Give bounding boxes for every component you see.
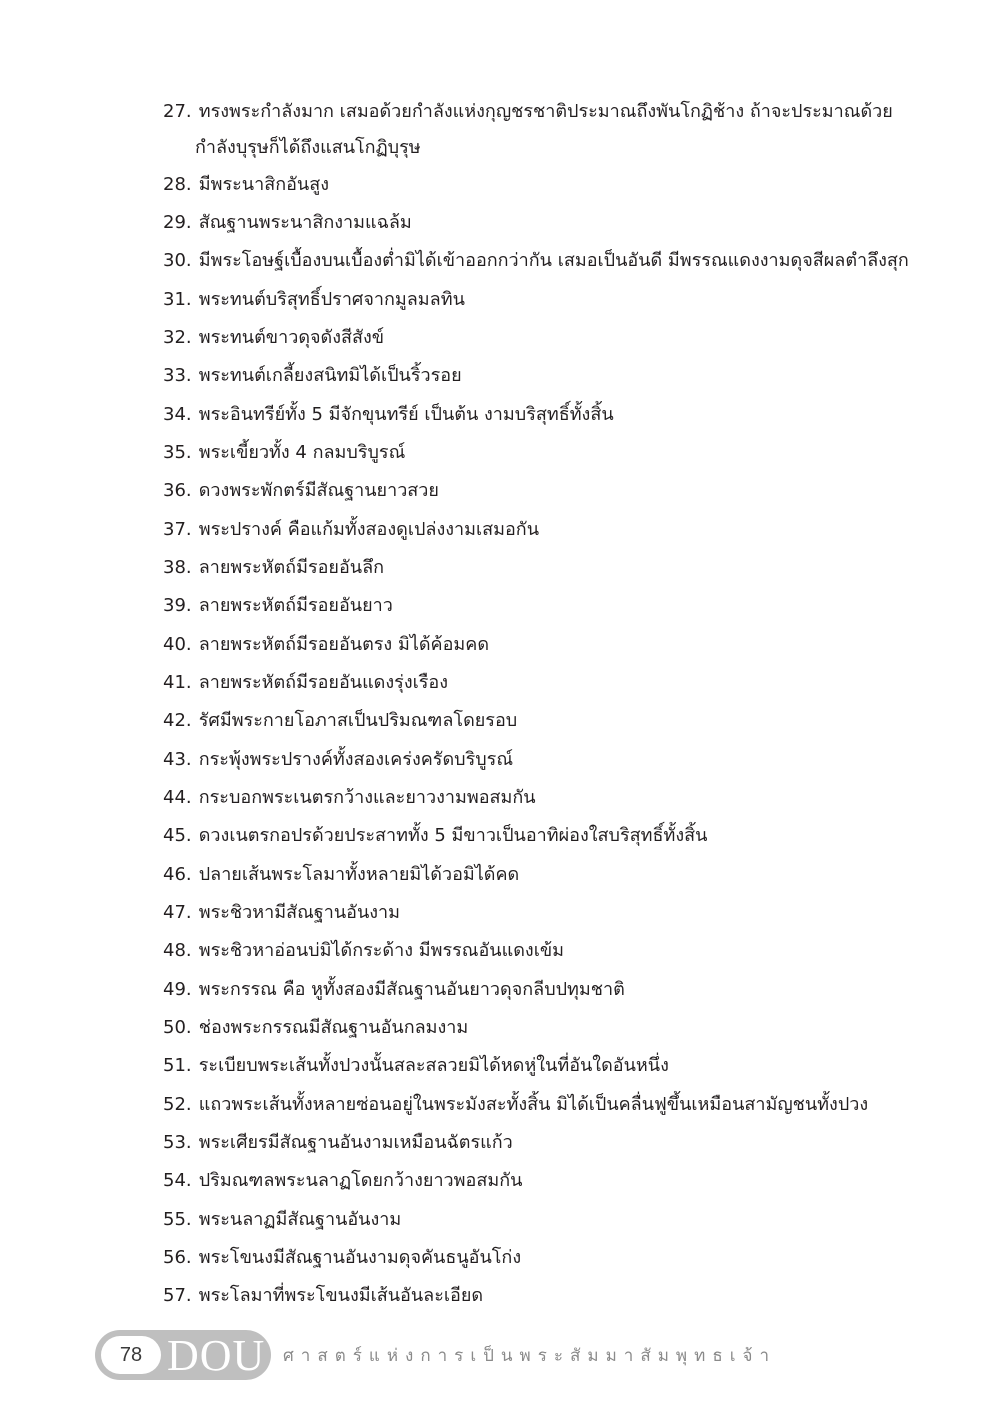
list-item [163, 627, 923, 663]
list-item [163, 94, 923, 166]
item-text: ระเบียบพระเส้นทั้งปวงนั้นสละสลวยมิได้หดหู่ในที่อันใดอันหนึ่ง [198, 1055, 669, 1076]
item-number: 31. [163, 289, 192, 310]
list-item [163, 665, 923, 701]
list-item [163, 397, 923, 433]
list-item [163, 1010, 923, 1046]
item-number: 45. [163, 825, 192, 846]
item-number: 43. [163, 749, 192, 770]
item-number: 38. [163, 557, 192, 578]
footer-badge [95, 1330, 271, 1380]
item-number: 40. [163, 634, 192, 655]
list-item [163, 588, 923, 624]
book-title: ศาสตร์แห่งการเป็นพระสัมมาสัมพุทธเจ้า [283, 1346, 777, 1366]
item-text: ช่องพระกรรณมีสัณฐานอันกลมงาม [198, 1017, 469, 1038]
item-text-continued: กำลังบุรุษก็ได้ถึงแสนโกฏิบุรุษ [195, 137, 421, 158]
item-number: 36. [163, 480, 192, 501]
item-number: 41. [163, 672, 192, 693]
item-text: มีพระนาสิกอันสูง [198, 174, 329, 195]
list-item [163, 895, 923, 931]
item-number: 35. [163, 442, 192, 463]
item-text: ปลายเส้นพระโลมาทั้งหลายมิได้วอมิได้คด [198, 864, 520, 885]
item-number: 54. [163, 1170, 192, 1191]
item-number: 56. [163, 1247, 192, 1268]
list-item [163, 972, 923, 1008]
item-number: 33. [163, 365, 192, 386]
item-text: ลายพระหัตถ์มีรอยอันแดงรุ่งเรือง [198, 672, 449, 693]
item-text: แถวพระเส้นทั้งหลายซ่อนอยู่ในพระมังสะทั้งสิ้น มิได้เป็นคลื่นฟูขึ้นเหมือนสามัญชนทั้งปวง [198, 1094, 869, 1115]
item-number: 28. [163, 174, 192, 195]
item-number: 30. [163, 250, 192, 271]
item-text: กระพุ้งพระปรางค์ทั้งสองเคร่งครัดบริบูรณ์ [198, 749, 514, 770]
item-number: 32. [163, 327, 192, 348]
item-text: พระนลาฏมีสัณฐานอันงาม [198, 1209, 402, 1230]
item-number: 42. [163, 710, 192, 731]
item-number: 29. [163, 212, 192, 233]
list-item [163, 1240, 923, 1276]
list-item [163, 1087, 923, 1123]
item-number: 51. [163, 1055, 192, 1076]
item-text: พระชิวหามีสัณฐานอันงาม [198, 902, 401, 923]
list-item [163, 512, 923, 548]
item-text: ดวงพระพักตร์มีสัณฐานยาวสวย [198, 480, 439, 501]
item-number: 48. [163, 940, 192, 961]
page-number: 78 [101, 1336, 161, 1374]
item-text: พระโลมาที่พระโขนงมีเส้นอันละเอียด [198, 1285, 484, 1306]
item-number: 47. [163, 902, 192, 923]
item-text: กระบอกพระเนตรกว้างและยาวงามพอสมกัน [198, 787, 536, 808]
dou-logo: DOU [167, 1331, 266, 1380]
item-text: พระชิวหาอ่อนบ่มิได้กระด้าง มีพรรณอันแดงเข้ม [198, 940, 565, 961]
item-text: ดวงเนตรกอปรด้วยประสาททั้ง 5 มีขาวเป็นอาทิผ่องใสบริสุทธิ์ทั้งสิ้น [198, 825, 708, 846]
item-text: ลายพระหัตถ์มีรอยอันตรง มิได้ค้อมคด [198, 634, 490, 655]
page-footer [95, 1330, 975, 1382]
item-number: 53. [163, 1132, 192, 1153]
item-text: ทรงพระกำลังมาก เสมอด้วยกำลังแห่งกุญชรชาติประมาณถึงพันโกฏิช้าง ถ้าจะประมาณด้วย [198, 101, 893, 122]
item-text: สัณฐานพระนาสิกงามแฉล้ม [198, 212, 412, 233]
list-item [163, 1125, 923, 1161]
item-number: 57. [163, 1285, 192, 1306]
list-item [163, 550, 923, 586]
list-item [163, 857, 923, 893]
list-item [163, 703, 923, 739]
item-number: 39. [163, 595, 192, 616]
item-text: พระอินทรีย์ทั้ง 5 มีจักขุนทรีย์ เป็นต้น งามบริสุทธิ์ทั้งสิ้น [198, 404, 614, 425]
item-number: 44. [163, 787, 192, 808]
list-item [163, 435, 923, 471]
list-item [163, 205, 923, 241]
item-text: พระกรรณ คือ หูทั้งสองมีสัณฐานอันยาวดุจกลีบปทุมชาติ [198, 979, 625, 1000]
item-number: 27. [163, 101, 192, 122]
item-text: พระเขี้ยวทั้ง 4 กลมบริบูรณ์ [198, 442, 406, 463]
list-item [163, 742, 923, 778]
list-item [163, 243, 923, 279]
item-number: 52. [163, 1094, 192, 1115]
list-item [163, 1202, 923, 1238]
list-item [163, 818, 923, 854]
list-item [163, 320, 923, 356]
item-number: 37. [163, 519, 192, 540]
item-text: พระโขนงมีสัณฐานอันงามดุจคันธนูอันโก่ง [198, 1247, 522, 1268]
item-text: มีพระโอษฐ์เบื้องบนเบื้องต่ำมิได้เข้าออกกว่ากัน เสมอเป็นอันดี มีพรรณแดงงามดุจสีผลตำลึงสุก [198, 250, 909, 271]
list-item [163, 167, 923, 203]
item-number: 50. [163, 1017, 192, 1038]
list-item [163, 780, 923, 816]
item-number: 49. [163, 979, 192, 1000]
item-number: 55. [163, 1209, 192, 1230]
list-item [163, 1278, 923, 1314]
item-text: ปริมณฑลพระนลาฏโดยกว้างยาวพอสมกัน [198, 1170, 523, 1191]
list-item [163, 358, 923, 394]
item-text: พระเศียรมีสัณฐานอันงามเหมือนฉัตรแก้ว [198, 1132, 513, 1153]
list-item [163, 1163, 923, 1199]
item-text: ลายพระหัตถ์มีรอยอันลึก [198, 557, 385, 578]
list-item [163, 933, 923, 969]
list-item [163, 1048, 923, 1084]
item-text: พระปรางค์ คือแก้มทั้งสองดูเปล่งงามเสมอกัน [198, 519, 540, 540]
list-item [163, 473, 923, 509]
item-text: พระทนต์บริสุทธิ์ปราศจากมูลมลทิน [198, 289, 465, 310]
item-text: ลายพระหัตถ์มีรอยอันยาว [198, 595, 393, 616]
item-text: พระทนต์เกลี้ยงสนิทมิได้เป็นริ้วรอย [198, 365, 462, 386]
list-item [163, 282, 923, 318]
item-number: 34. [163, 404, 192, 425]
item-text: พระทนต์ขาวดุจดังสีสังข์ [198, 327, 385, 348]
item-text: รัศมีพระกายโอภาสเป็นปริมณฑลโดยรอบ [198, 710, 518, 731]
item-number: 46. [163, 864, 192, 885]
